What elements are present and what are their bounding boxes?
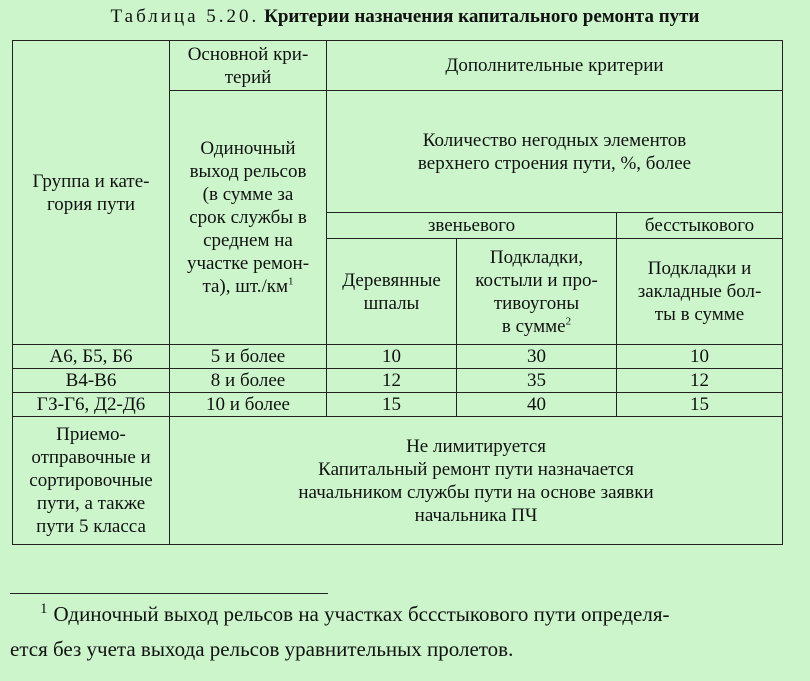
header-main-criterion-desc [170, 91, 327, 345]
table-label: Таблица 5.20. [110, 6, 260, 27]
header-sleepers: Деревянные шпалы [327, 239, 457, 345]
cell-group-station-tracks: Приемо- отправочные и сортировочные пути, а также пути 5 класса [13, 417, 170, 545]
cell-main: 10 и более [170, 393, 327, 417]
header-plates [457, 239, 617, 345]
cell-group: В4-В6 [13, 369, 170, 393]
header-jointless: бесстыкового [617, 213, 783, 239]
cell-sleepers: 10 [327, 345, 457, 369]
footnote-ref-2: 2 [565, 315, 572, 328]
table-row-station-tracks [13, 417, 783, 545]
header-additional-desc: Количество негодных элементов верхнего строения пути, %, более [327, 91, 783, 213]
main-criterion-desc-text: Одиночный выход рельсов (в сумме за срок службы в среднем на участке ремон- та), шт./км [186, 138, 310, 297]
header-main-criterion: Основной кри- терий [170, 41, 327, 91]
footnote-mark: 1 [40, 601, 48, 617]
cell-sleepers: 12 [327, 369, 457, 393]
plates-text: Подкладки, костыли и про- тивоугоны в сумме [475, 246, 598, 337]
footnote-divider [10, 593, 328, 594]
table-caption [0, 6, 810, 28]
cell-plates: 30 [457, 345, 617, 369]
cell-fastenings: 12 [617, 369, 783, 393]
cell-group: ГЗ-Г6, Д2-Д6 [13, 393, 170, 417]
cell-sleepers: 15 [327, 393, 457, 417]
footnote-ref-1: 1 [288, 275, 294, 288]
header-row-1 [13, 41, 783, 91]
table-row [13, 345, 783, 369]
table-title: Критерии назначения капитального ремонта пути [264, 6, 700, 27]
cell-fastenings: 15 [617, 393, 783, 417]
header-jointed: звеньевого [327, 213, 617, 239]
cell-not-limited: Не лимитируется Капитальный ремонт пути назначается начальником службы пути на основе заявки начальника ПЧ [170, 417, 783, 545]
header-group: Группа и кате- гория пути [13, 41, 170, 345]
header-fastenings: Подкладки и закладные бол- ты в сумме [617, 239, 783, 345]
cell-main: 5 и более [170, 345, 327, 369]
cell-plates: 35 [457, 369, 617, 393]
footnote [10, 598, 800, 665]
cell-main: 8 и более [170, 369, 327, 393]
table-row [13, 369, 783, 393]
criteria-table [12, 40, 783, 545]
cell-group: А6, Б5, Б6 [13, 345, 170, 369]
footnote-text: Одиночный выход рельсов на участках бсcстыкового пути определя- ется без учета выхода рельсов уравнительных пролетов. [10, 602, 670, 661]
cell-plates: 40 [457, 393, 617, 417]
cell-fastenings: 10 [617, 345, 783, 369]
header-additional: Дополнительные критерии [327, 41, 783, 91]
table-row [13, 393, 783, 417]
